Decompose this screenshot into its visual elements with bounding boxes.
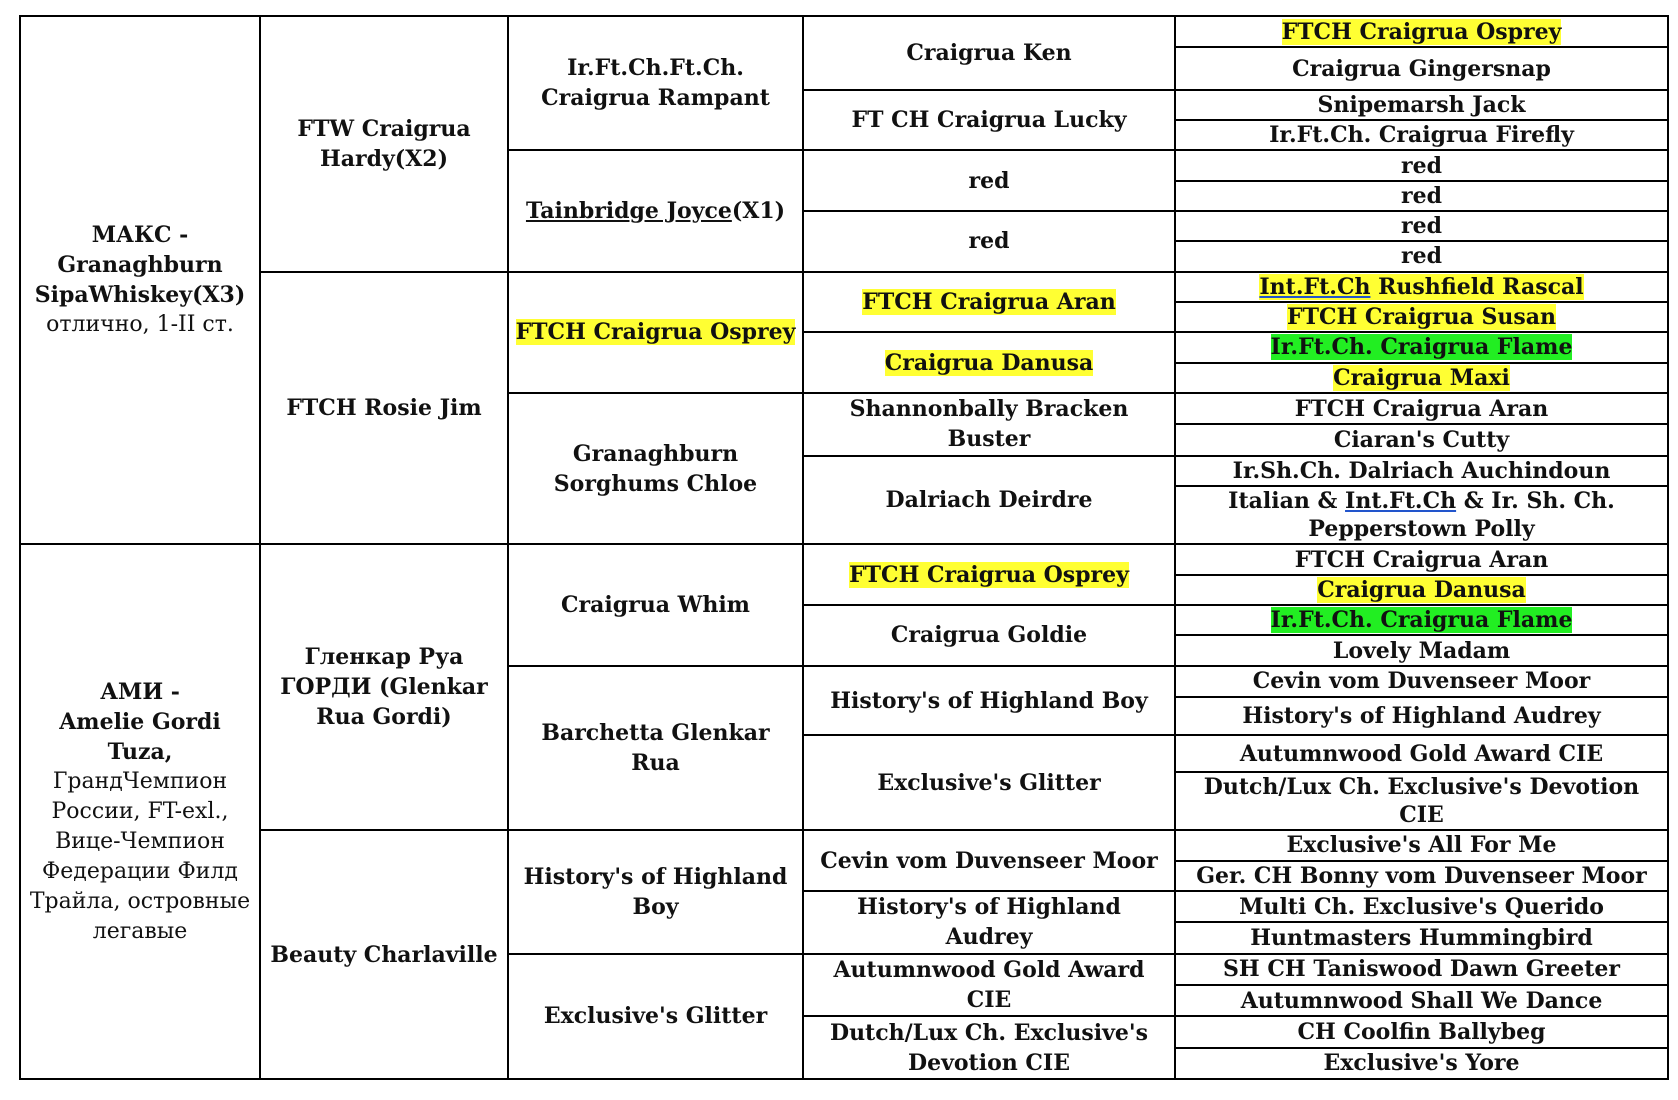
g4-b: FT CH Craigrua Lucky (803, 90, 1175, 151)
g4-p: Dutch/Lux Ch. Exclusive's Devotion CIE (803, 1016, 1175, 1079)
g4-j: Craigrua Goldie (803, 605, 1175, 666)
g5-r2: Craigrua Gingersnap (1175, 47, 1668, 89)
g5-r24: Dutch/Lux Ch. Exclusive's Devotion CIE (1175, 772, 1668, 831)
g5-r12 (1175, 363, 1668, 393)
table-row (20, 16, 1668, 47)
g3-d: Granaghburn Sorghums Chloe (508, 393, 803, 545)
g5-r17: FTCH Craigrua Aran (1175, 544, 1668, 574)
g4-l: Exclusive's Glitter (803, 735, 1175, 830)
sire-name-line3: SipaWhiskey(X3) (34, 282, 246, 309)
g3-c (508, 272, 803, 393)
g5-r5: red (1175, 150, 1668, 180)
dam-title: АМИ - (100, 678, 180, 705)
g5-r28: Huntmasters Hummingbird (1175, 922, 1668, 953)
g4-e-text: FTCH Craigrua Aran (862, 288, 1116, 315)
g5-r9 (1175, 272, 1668, 302)
g5-r1-text: FTCH Craigrua Osprey (1281, 18, 1562, 45)
g5-r27: Multi Ch. Exclusive's Querido (1175, 891, 1668, 922)
g4-c: red (803, 150, 1175, 211)
dam-note: ГрандЧемпион России, FT-exl., Вице-Чемпион Федерации Филд Трайла, островные легавые (29, 768, 251, 944)
g5-r16 (1175, 486, 1668, 545)
dam-cell (20, 544, 260, 1079)
g5-r25: Exclusive's All For Me (1175, 830, 1668, 860)
g4-i-text: FTCH Craigrua Osprey (849, 561, 1129, 588)
sire-name-line2: Granaghburn (57, 252, 223, 279)
g5-r3: Snipemarsh Jack (1175, 90, 1668, 120)
table-row (20, 272, 1668, 302)
g4-n: History's of Highland Audrey (803, 891, 1175, 954)
g5-r29: SH CH Taniswood Dawn Greeter (1175, 954, 1668, 985)
g4-i (803, 544, 1175, 605)
g5-r20: Lovely Madam (1175, 635, 1668, 665)
g3-e: Craigrua Whim (508, 544, 803, 665)
g5-r15: Ir.Sh.Ch. Dalriach Auchindoun (1175, 456, 1668, 486)
g4-f (803, 332, 1175, 393)
g5-r9-text (1259, 274, 1583, 300)
g5-r19 (1175, 605, 1668, 635)
g4-e (803, 272, 1175, 333)
g4-h: Dalriach Deirdre (803, 456, 1175, 545)
g5-r31: CH Coolfin Ballybeg (1175, 1016, 1668, 1047)
g3-g: History's of Highland Boy (508, 830, 803, 953)
pedigree-table (19, 15, 1669, 1080)
g5-r13: FTCH Craigrua Aran (1175, 393, 1668, 424)
g5-r8: red (1175, 241, 1668, 271)
sire-cell (20, 16, 260, 544)
table-row (20, 544, 1668, 574)
g5-r22: History's of Highland Audrey (1175, 697, 1668, 735)
table-row (20, 830, 1668, 860)
g4-f-text: Craigrua Danusa (884, 349, 1094, 376)
g5-r19-text: Ir.Ft.Ch. Craigrua Flame (1270, 607, 1573, 634)
g2-dam-dam: Beauty Charlaville (260, 830, 508, 1079)
g3-c-text: FTCH Craigrua Osprey (515, 319, 796, 346)
g5-r21: Cevin vom Duvenseer Moor (1175, 666, 1668, 697)
g5-r11 (1175, 332, 1668, 362)
g4-o: Autumnwood Gold Award CIE (803, 954, 1175, 1017)
g5-r4: Ir.Ft.Ch. Craigrua Firefly (1175, 120, 1668, 150)
g4-a: Craigrua Ken (803, 16, 1175, 90)
g5-r10-text: FTCH Craigrua Susan (1286, 304, 1557, 331)
g5-r16-c: & Ir. Sh. Ch. Pepperstown Polly (1308, 488, 1615, 543)
g3-b-suffix: (X1) (731, 198, 786, 224)
g5-r12-text: Craigrua Maxi (1333, 364, 1510, 391)
g5-r30: Autumnwood Shall We Dance (1175, 985, 1668, 1016)
g3-b-name: Tainbridge Joyce (525, 198, 732, 224)
g4-d: red (803, 211, 1175, 272)
g4-m: Cevin vom Duvenseer Moor (803, 830, 1175, 891)
g5-r7: red (1175, 211, 1668, 241)
g4-k: History's of Highland Boy (803, 666, 1175, 736)
sire-title: МАКС - (91, 222, 189, 249)
g5-r18 (1175, 575, 1668, 605)
g4-g: Shannonbally Bracken Buster (803, 393, 1175, 456)
g3-h: Exclusive's Glitter (508, 954, 803, 1079)
g5-r26: Ger. CH Bonny vom Duvenseer Moor (1175, 861, 1668, 891)
g5-r9-prefix: Int.Ft.Ch (1259, 273, 1371, 300)
dam-name: Amelie Gordi Tuza, (59, 708, 221, 765)
g3-b (508, 150, 803, 271)
g5-r16-b: Int.Ft.Ch (1345, 488, 1457, 515)
g3-a: Ir.Ft.Ch.Ft.Ch. Craigrua Rampant (508, 16, 803, 150)
g5-r18-text: Craigrua Danusa (1317, 576, 1526, 603)
sire-note: отлично, 1-II ст. (46, 312, 234, 338)
g5-r11-text: Ir.Ft.Ch. Craigrua Flame (1270, 334, 1573, 361)
g2-dam-sire: Гленкар Руа ГОРДИ (Glenkar Rua Gordi) (260, 544, 508, 830)
g5-r6: red (1175, 181, 1668, 211)
g5-r32: Exclusive's Yore (1175, 1048, 1668, 1079)
g5-r10 (1175, 302, 1668, 332)
g5-r14: Ciaran's Cutty (1175, 424, 1668, 455)
g2-sire-sire: FTW Craigrua Hardy(X2) (260, 16, 508, 272)
g5-r1 (1175, 16, 1668, 47)
g3-f: Barchetta Glenkar Rua (508, 666, 803, 831)
g5-r23: Autumnwood Gold Award CIE (1175, 735, 1668, 771)
g5-r9-name: Rushfield Rascal (1370, 273, 1584, 300)
g2-sire-dam: FTCH Rosie Jim (260, 272, 508, 545)
g5-r16-a: Italian & (1228, 488, 1346, 515)
